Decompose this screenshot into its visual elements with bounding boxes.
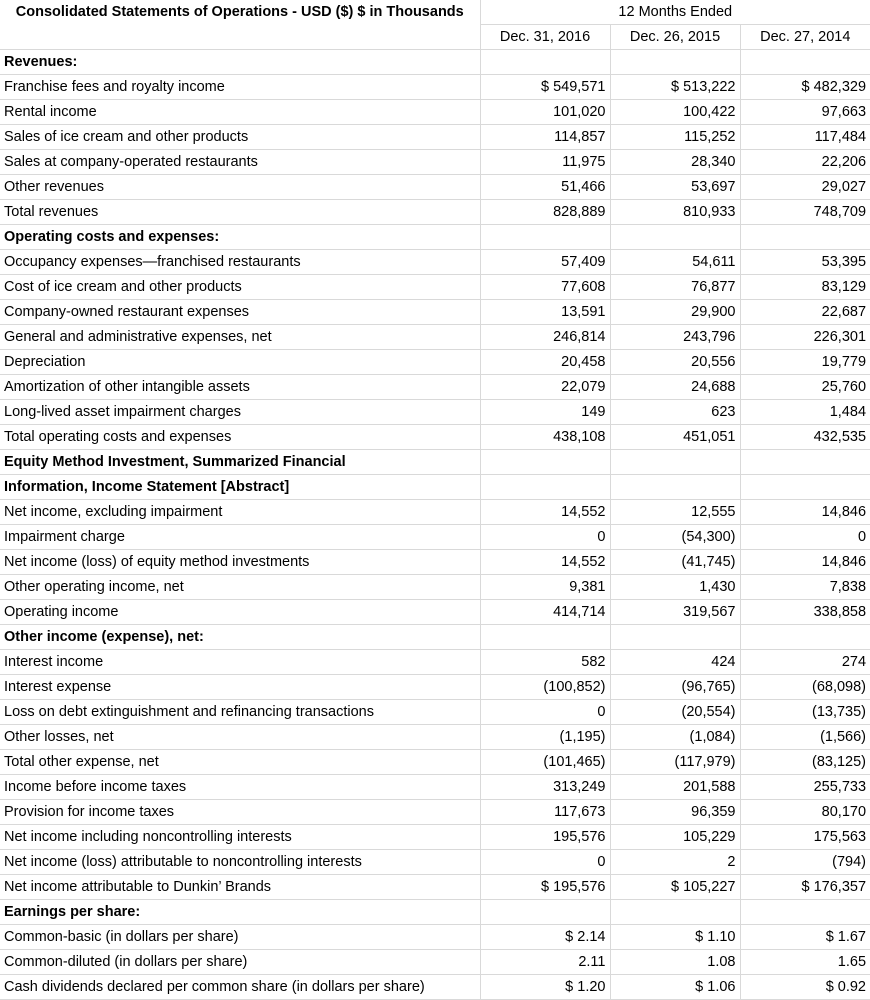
table-row [0,725,870,750]
row-value: 83,129 [740,275,870,300]
row-value: 451,051 [610,425,740,450]
row-label: Franchise fees and royalty income [0,75,480,100]
row-value: 117,484 [740,125,870,150]
row-label: Earnings per share: [0,900,480,925]
row-value: 105,229 [610,825,740,850]
row-label: Revenues: [0,50,480,75]
row-value: 28,340 [610,150,740,175]
row-value: 0 [740,525,870,550]
row-label: Other operating income, net [0,575,480,600]
row-value: (13,735) [740,700,870,725]
table-row [0,650,870,675]
table-row [0,100,870,125]
table-row [0,550,870,575]
date-header-2015: Dec. 26, 2015 [610,25,740,50]
row-value [480,475,610,500]
table-row [0,775,870,800]
row-value: (117,979) [610,750,740,775]
row-value: 12,555 [610,500,740,525]
table-row [0,525,870,550]
row-value [740,50,870,75]
row-value: $ 1.10 [610,925,740,950]
section-header-row [0,900,870,925]
table-row [0,200,870,225]
row-value [740,450,870,475]
row-value: 2.11 [480,950,610,975]
table-row [0,750,870,775]
row-value [610,50,740,75]
row-value: 29,027 [740,175,870,200]
row-value: (1,566) [740,725,870,750]
row-label: Cash dividends declared per common share (in dollars per share) [0,975,480,1000]
row-value: 25,760 [740,375,870,400]
row-value [480,625,610,650]
row-value [610,625,740,650]
table-row [0,500,870,525]
row-value: $ 1.67 [740,925,870,950]
row-value: (794) [740,850,870,875]
row-label: General and administrative expenses, net [0,325,480,350]
row-label: Company-owned restaurant expenses [0,300,480,325]
row-label: Income before income taxes [0,775,480,800]
table-row [0,575,870,600]
row-label: Information, Income Statement [Abstract] [0,475,480,500]
row-value: 201,588 [610,775,740,800]
row-value: 114,857 [480,125,610,150]
row-value: 828,889 [480,200,610,225]
row-value: 97,663 [740,100,870,125]
row-value [480,50,610,75]
section-header-row [0,450,870,475]
table-row [0,75,870,100]
row-value: (96,765) [610,675,740,700]
row-value [480,450,610,475]
section-header-row [0,625,870,650]
row-label: Long-lived asset impairment charges [0,400,480,425]
row-value: $ 176,357 [740,875,870,900]
row-value [480,900,610,925]
date-header-2014: Dec. 27, 2014 [740,25,870,50]
row-value: 80,170 [740,800,870,825]
row-value: 51,466 [480,175,610,200]
table-row [0,425,870,450]
row-label: Occupancy expenses—franchised restaurants [0,250,480,275]
row-label: Loss on debt extinguishment and refinancing transactions [0,700,480,725]
row-value: 195,576 [480,825,610,850]
row-value: 274 [740,650,870,675]
row-value: 1,430 [610,575,740,600]
row-value: 338,858 [740,600,870,625]
row-value: 0 [480,700,610,725]
row-value: 149 [480,400,610,425]
statement-rows [0,50,870,1000]
row-value: (68,098) [740,675,870,700]
section-header-row [0,50,870,75]
table-row [0,800,870,825]
table-row [0,950,870,975]
section-header-row [0,475,870,500]
row-label: Other losses, net [0,725,480,750]
row-label: Common-basic (in dollars per share) [0,925,480,950]
row-value: 22,687 [740,300,870,325]
row-label: Total other expense, net [0,750,480,775]
table-row [0,250,870,275]
row-value: 14,846 [740,500,870,525]
row-label: Impairment charge [0,525,480,550]
row-label: Equity Method Investment, Summarized Financial [0,450,480,475]
row-value: 582 [480,650,610,675]
row-value [740,900,870,925]
row-value: 53,395 [740,250,870,275]
row-value: 57,409 [480,250,610,275]
row-value: 424 [610,650,740,675]
row-value [740,625,870,650]
row-value: (83,125) [740,750,870,775]
row-value: 432,535 [740,425,870,450]
row-value: (100,852) [480,675,610,700]
row-value: 14,552 [480,500,610,525]
row-label: Total operating costs and expenses [0,425,480,450]
row-value: $ 0.92 [740,975,870,1000]
table-row [0,600,870,625]
row-value: 7,838 [740,575,870,600]
row-value: 623 [610,400,740,425]
row-label: Cost of ice cream and other products [0,275,480,300]
table-row [0,850,870,875]
row-value: 22,206 [740,150,870,175]
table-row [0,350,870,375]
row-label: Total revenues [0,200,480,225]
row-label: Other income (expense), net: [0,625,480,650]
row-value: 19,779 [740,350,870,375]
row-value: $ 195,576 [480,875,610,900]
row-value: 117,673 [480,800,610,825]
row-label: Operating costs and expenses: [0,225,480,250]
row-label: Net income (loss) of equity method investments [0,550,480,575]
row-label: Net income including noncontrolling interests [0,825,480,850]
row-value: (54,300) [610,525,740,550]
row-value: (1,195) [480,725,610,750]
table-row [0,300,870,325]
row-label: Interest income [0,650,480,675]
row-value [740,225,870,250]
row-value [740,475,870,500]
table-row [0,325,870,350]
row-value: 115,252 [610,125,740,150]
row-value: (101,465) [480,750,610,775]
row-value: 9,381 [480,575,610,600]
row-value: 76,877 [610,275,740,300]
row-value: 1.65 [740,950,870,975]
row-value: 24,688 [610,375,740,400]
row-value: 246,814 [480,325,610,350]
row-value [610,450,740,475]
row-value [480,225,610,250]
header-row-period [0,0,870,25]
row-value: 810,933 [610,200,740,225]
row-value: 313,249 [480,775,610,800]
row-value [610,225,740,250]
row-label: Rental income [0,100,480,125]
row-value: 22,079 [480,375,610,400]
section-header-row [0,225,870,250]
row-value: 54,611 [610,250,740,275]
row-label: Net income (loss) attributable to noncontrolling interests [0,850,480,875]
date-header-2016: Dec. 31, 2016 [480,25,610,50]
row-label: Depreciation [0,350,480,375]
row-value: 14,846 [740,550,870,575]
period-header: 12 Months Ended [480,0,870,25]
table-row [0,375,870,400]
row-value: (1,084) [610,725,740,750]
row-value: 101,020 [480,100,610,125]
table-row [0,700,870,725]
row-value: 0 [480,525,610,550]
row-value: $ 105,227 [610,875,740,900]
row-value: (20,554) [610,700,740,725]
row-value: 255,733 [740,775,870,800]
row-value: $ 549,571 [480,75,610,100]
row-value: (41,745) [610,550,740,575]
row-label: Amortization of other intangible assets [0,375,480,400]
row-value: 748,709 [740,200,870,225]
table-row [0,975,870,1000]
row-value: 175,563 [740,825,870,850]
statement-title: Consolidated Statements of Operations - USD ($) $ in Thousands [0,0,480,50]
row-value: 1,484 [740,400,870,425]
table-row [0,175,870,200]
row-value: 414,714 [480,600,610,625]
row-value: $ 482,329 [740,75,870,100]
table-row [0,925,870,950]
row-value [610,475,740,500]
row-value: 29,900 [610,300,740,325]
row-value: 53,697 [610,175,740,200]
table-row [0,150,870,175]
row-value: 243,796 [610,325,740,350]
row-value: 438,108 [480,425,610,450]
row-value: 77,608 [480,275,610,300]
row-value: 96,359 [610,800,740,825]
row-value: 319,567 [610,600,740,625]
table-row [0,675,870,700]
row-value: 13,591 [480,300,610,325]
row-label: Provision for income taxes [0,800,480,825]
table-row [0,275,870,300]
row-value: 14,552 [480,550,610,575]
row-label: Common-diluted (in dollars per share) [0,950,480,975]
row-label: Interest expense [0,675,480,700]
table-row [0,125,870,150]
row-value: $ 2.14 [480,925,610,950]
table-row [0,400,870,425]
table-row [0,825,870,850]
row-value: $ 1.20 [480,975,610,1000]
row-label: Net income, excluding impairment [0,500,480,525]
row-label: Sales of ice cream and other products [0,125,480,150]
row-label: Operating income [0,600,480,625]
row-value: 20,556 [610,350,740,375]
row-value: 20,458 [480,350,610,375]
table-row [0,875,870,900]
row-value [610,900,740,925]
row-value: 2 [610,850,740,875]
row-value: 100,422 [610,100,740,125]
row-value: 226,301 [740,325,870,350]
row-value: 0 [480,850,610,875]
row-value: $ 513,222 [610,75,740,100]
row-value: 11,975 [480,150,610,175]
row-label: Net income attributable to Dunkin’ Brands [0,875,480,900]
row-label: Sales at company-operated restaurants [0,150,480,175]
row-value: $ 1.06 [610,975,740,1000]
row-value: 1.08 [610,950,740,975]
row-label: Other revenues [0,175,480,200]
